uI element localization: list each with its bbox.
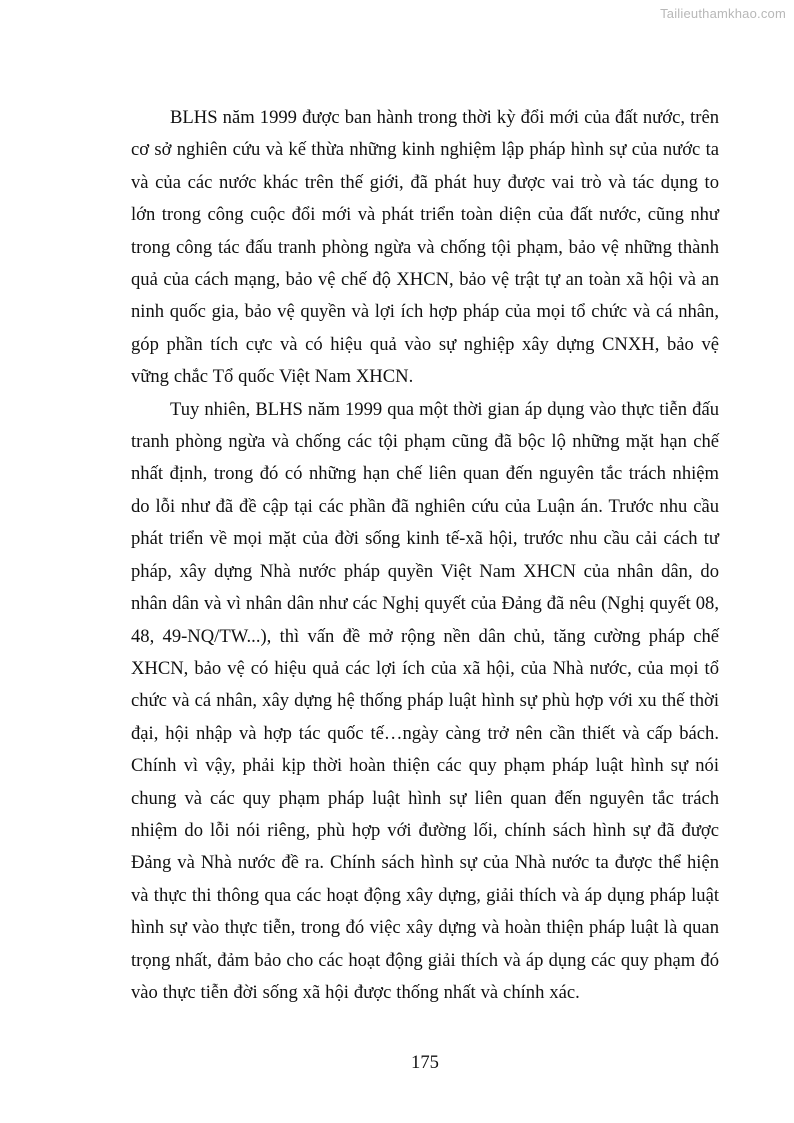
paragraph-2: Tuy nhiên, BLHS năm 1999 qua một thời gian áp dụng vào thực tiễn đấu tranh phòng ngừa và chống các tội phạm cũng đã bộc lộ những mặt hạn chế nhất định, trong đó có những hạn chế liên quan đến nguyên tắc trách nhiệm do lỗi như đã đề cập tại các phần đã nghiên cứu của Luận án. Trước nhu cầu phát triển về mọi mặt của đời sống kinh tế-xã hội, trước nhu cầu cải cách tư pháp, xây dựng Nhà nước pháp quyền Việt Nam XHCN của nhân dân, do nhân dân và vì nhân dân như các Nghị quyết của Đảng đã nêu (Nghị quyết 08, 48, 49-NQ/TW...), thì vấn đề mở rộng nền dân chủ, tăng cường pháp chế XHCN, bảo vệ có hiệu quả các lợi ích của xã hội, của Nhà nước, của mọi tổ chức và cá nhân, xây dựng hệ thống pháp luật hình sự phù hợp với xu thế thời đại, hội nhập và hợp tác quốc tế…ngày càng trở nên cần thiết và cấp bách. Chính vì vậy, phải kịp thời hoàn thiện các quy phạm pháp luật hình sự nói chung và các quy phạm pháp luật hình sự liên quan đến nguyên tắc trách nhiệm do lỗi nói riêng, phù hợp với đường lối, chính sách hình sự đã được Đảng và Nhà nước đề ra. Chính sách hình sự của Nhà nước ta được thể hiện và thực thi thông qua các hoạt động xây dựng, giải thích và áp dụng pháp luật hình sự vào thực tiễn, trong đó việc xây dựng và hoàn thiện pháp luật là quan trọng nhất, đảm bảo cho các hoạt động giải thích và áp dụng các quy phạm đó vào thực tiễn đời sống xã hội được thống nhất và chính xác. (131, 398, 719, 1003)
paragraph-1: BLHS năm 1999 được ban hành trong thời kỳ đổi mới của đất nước, trên cơ sở nghiên cứu và kế thừa những kinh nghiệm lập pháp hình sự của nước ta và của các nước khác trên thế giới, đã phát huy được vai trò và tác dụng to lớn trong công cuộc đổi mới và phát triển toàn diện của đất nước, cũng như trong công tác đấu tranh phòng ngừa và chống tội phạm, bảo vệ những thành quả của cách mạng, bảo vệ chế độ XHCN, bảo vệ trật tự an toàn xã hội và an ninh quốc gia, bảo vệ quyền và lợi ích hợp pháp của mọi tổ chức và cá nhân, góp phần tích cực và có hiệu quả vào sự nghiệp xây dựng CNXH, bảo vệ vững chắc Tổ quốc Việt Nam XHCN. (131, 107, 719, 388)
page-number: 175 (411, 1052, 439, 1073)
watermark-text: Tailieuthamkhao.com (660, 6, 786, 21)
page-body (131, 102, 719, 1009)
